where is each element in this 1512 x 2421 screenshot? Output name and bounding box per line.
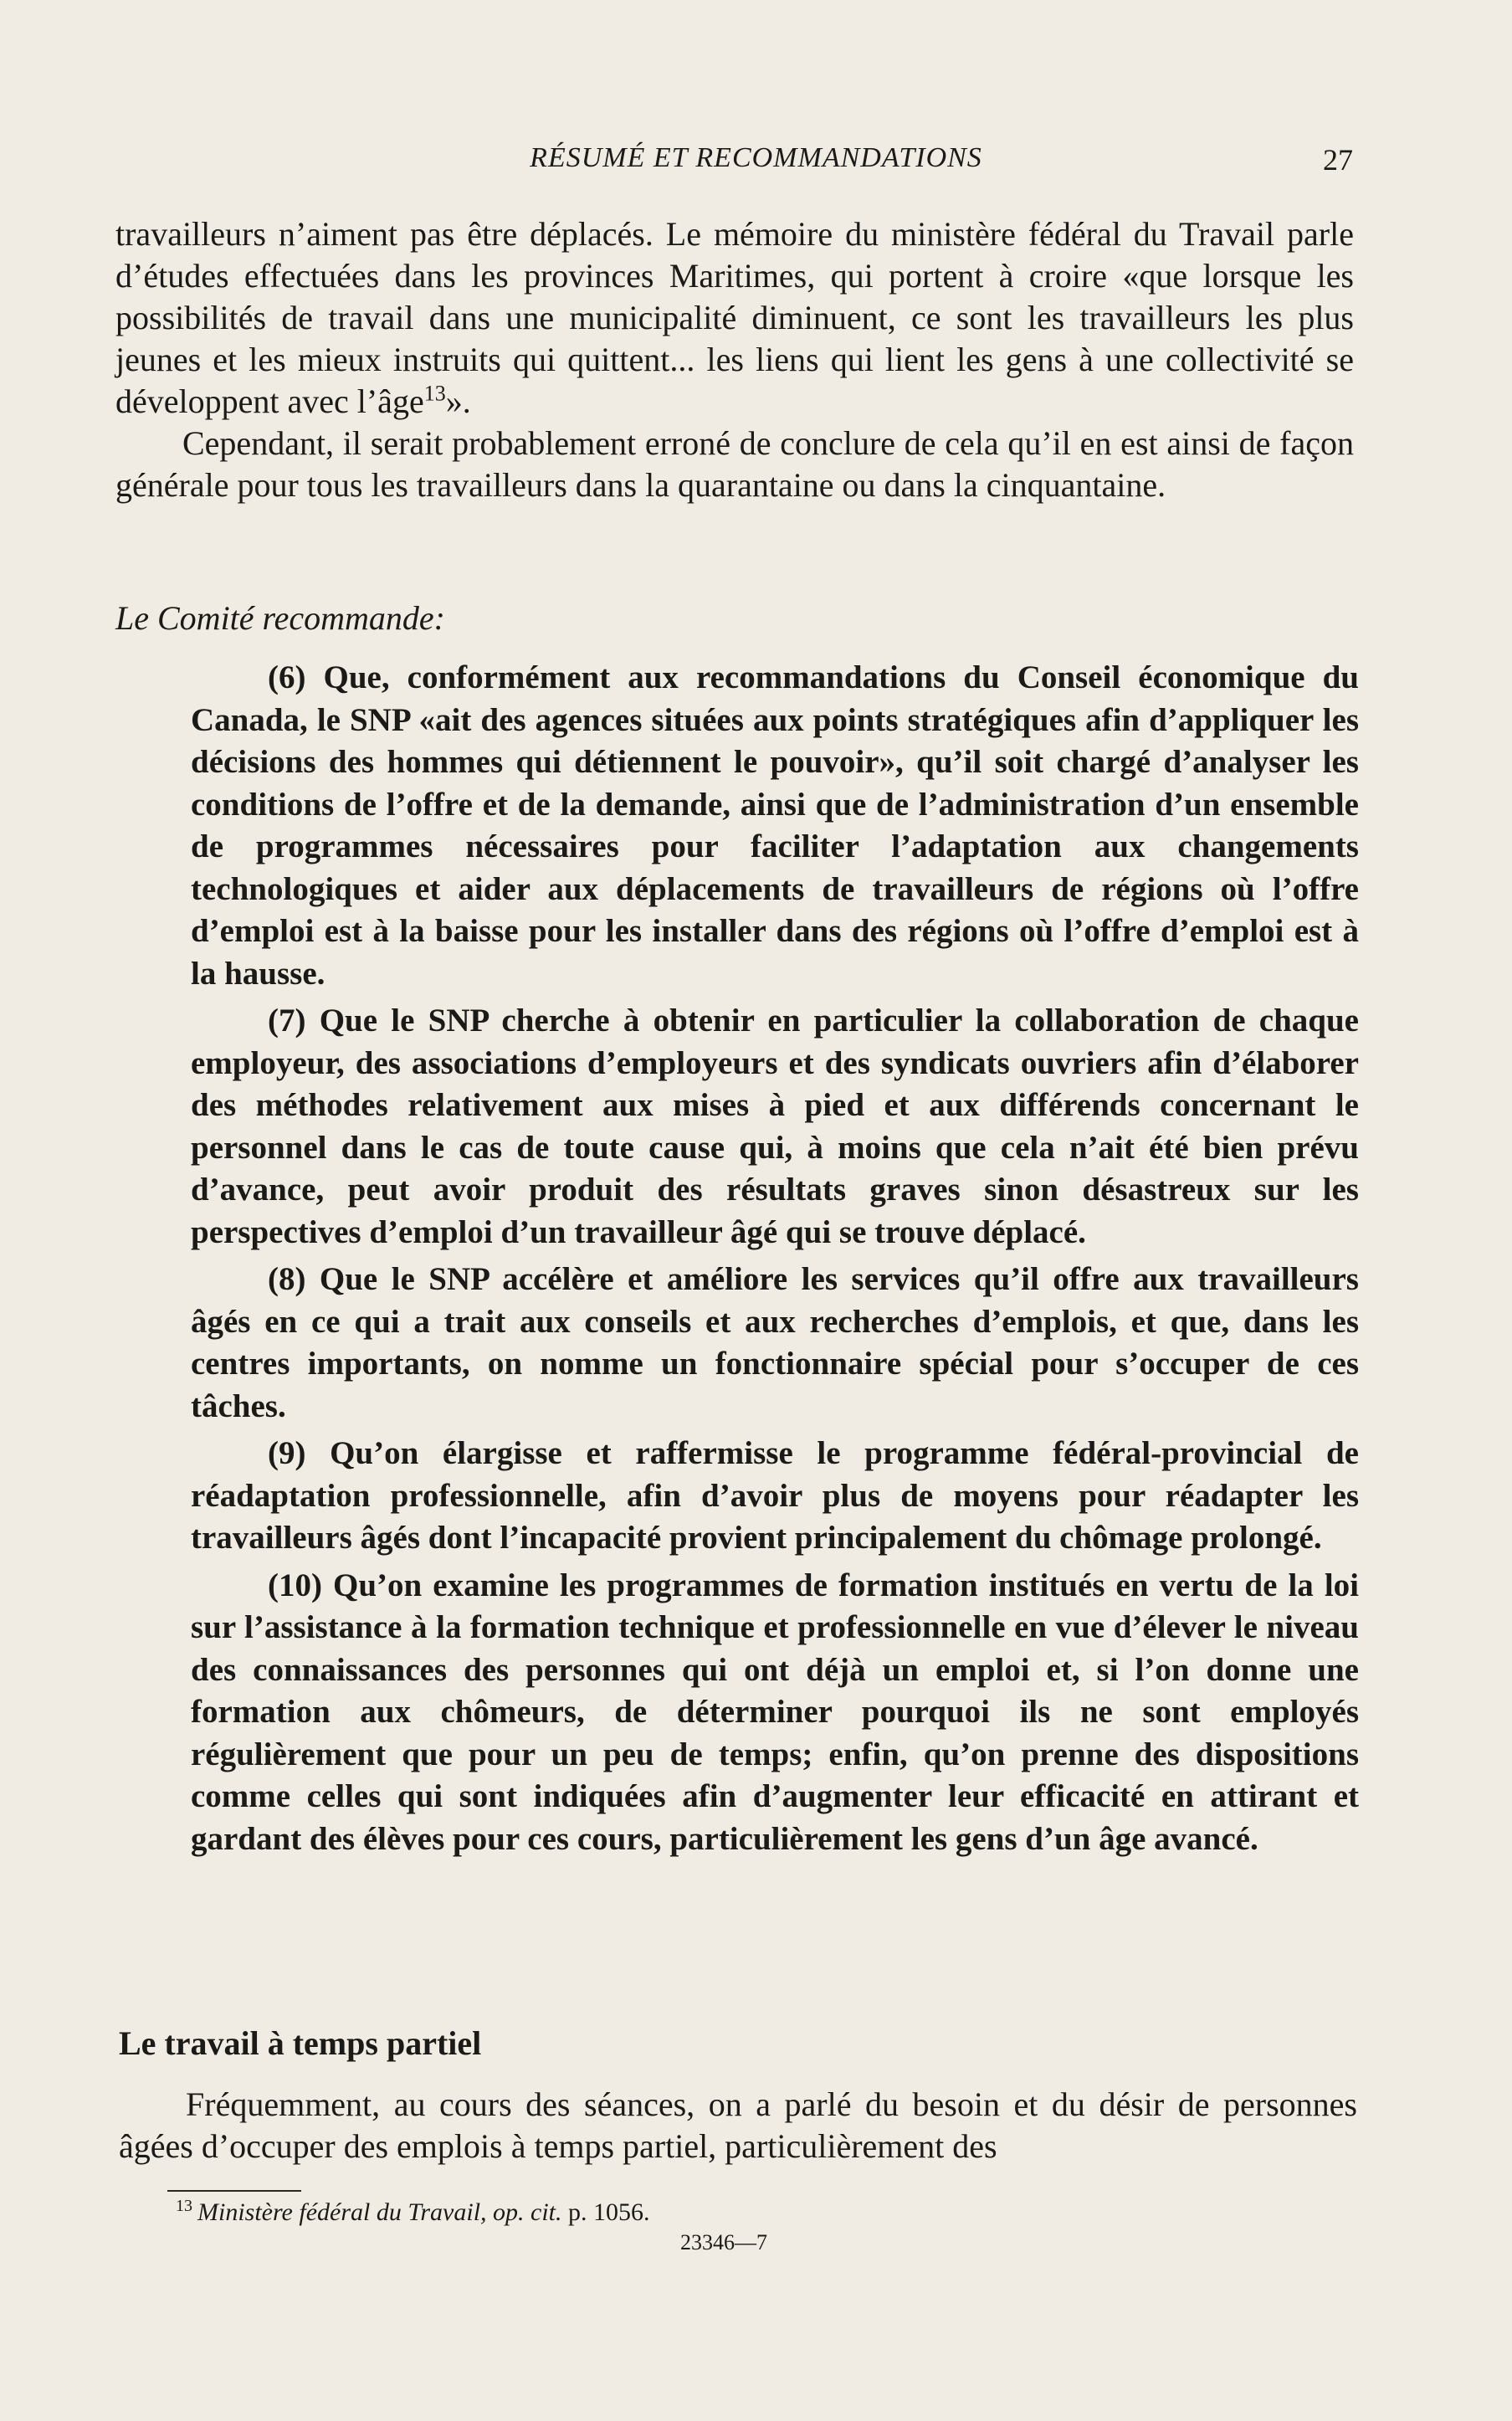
intro-paragraph-1-text: travailleurs n’aiment pas être déplacés. Le mémoire du ministère fédéral du Travail parle d’études effectuées dans les provinces Maritimes, qui portent à croire «que lorsque les possibilités de travail dans une municipalité diminuent, ce sont les travailleurs les plus jeunes et les mieux instruits qui quittent... les liens qui lient les gens à une collectivité se développent avec l’âge: [115, 215, 1354, 420]
recommendation-7: (7) Que le SNP cherche à obtenir en particulier la collaboration de chaque employeur, des associations d’employeurs et des syndicats ouvriers afin d’élaborer des méthodes relativement aux mises à pied et aux différends concernant le personnel dans le cas de toute cause qui, à moins que cela n’ait été bien prévu d’avance, peut avoir produit des résultats graves sinon désastreux sur les perspectives d’emploi d’un travailleur âgé qui se trouve déplacé.: [191, 1003, 1359, 1250]
footnote-page: p. 1056.: [568, 2198, 650, 2226]
intro-paragraph-1-end: ».: [445, 382, 471, 420]
intro-paragraph-1: [115, 213, 1354, 423]
running-header: [0, 142, 1512, 176]
recommendation-8: (8) Que le SNP accélère et améliore les services qu’il offre aux travailleurs âgés en ce qui a trait aux conseils et aux recherches d’emplois, et que, dans les centres importants, on nomme un fonctionnaire spécial pour s’occuper de ces tâches.: [191, 1261, 1359, 1424]
section-heading: Le travail à temps partiel: [119, 2024, 482, 2062]
page-number: 27: [1323, 143, 1353, 177]
intro-text: [115, 213, 1354, 506]
footnote-source: Ministère fédéral du Travail, op. cit.: [197, 2198, 562, 2226]
running-title: RÉSUMÉ ET RECOMMANDATIONS: [530, 142, 982, 173]
print-code: 23346—7: [680, 2230, 767, 2254]
recommendations-list: [191, 657, 1359, 1865]
footnote-rule: [167, 2190, 301, 2192]
recommendation-10: (10) Qu’on examine les programmes de formation institués en vertu de la loi sur l’assistance à la formation technique et professionnelle en vue d’élever le niveau des connaissances des personnes qui ont déjà un emploi et, si l’on donne une formation aux chômeurs, de déterminer pourquoi ils ne sont employés régulièrement que pour un peu de temps; enfin, qu’on prenne des dispositions comme celles qui sont indiquées afin d’augmenter leur efficacité en attirant et gardant des élèves pour ces cours, particulièrement les gens d’un âge avancé.: [191, 1567, 1359, 1857]
recommendation-6: (6) Que, conformément aux recommandations du Conseil économique du Canada, le SNP «ait des agences situées aux points stratégiques afin d’appliquer les décisions des hommes qui détiennent le pouvoir», qu’il soit chargé d’analyser les conditions de l’offre et de la demande, ainsi que de l’administration d’un ensemble de programmes nécessaires pour faciliter l’adaptation aux changements technologiques et aider aux déplacements de travailleurs de régions où l’offre d’emploi est à la baisse pour les installer dans des régions où l’offre d’emploi est à la hausse.: [191, 659, 1359, 992]
recommendation-9: (9) Qu’on élargisse et raffermisse le programme fédéral-provincial de réadaptation professionnelle, afin d’avoir plus de moyens pour réadapter les travailleurs âgés dont l’incapacité provient principalement du chômage prolongé.: [191, 1435, 1359, 1556]
intro-paragraph-2: Cependant, il serait probablement erroné de conclure de cela qu’il en est ainsi de façon générale pour tous les travailleurs dans la quarantaine ou dans la cinquantaine.: [115, 424, 1354, 504]
footnote: [176, 2197, 650, 2227]
section-body: [119, 2084, 1357, 2167]
footnote-ref: 13: [423, 381, 446, 406]
footnote-mark: 13: [176, 2197, 192, 2215]
committee-label: Le Comité recommande:: [115, 599, 445, 637]
section-paragraph: Fréquemment, au cours des séances, on a parlé du besoin et du désir de personnes âgées d’occuper des emplois à temps partiel, particulièrement des: [119, 2085, 1357, 2165]
